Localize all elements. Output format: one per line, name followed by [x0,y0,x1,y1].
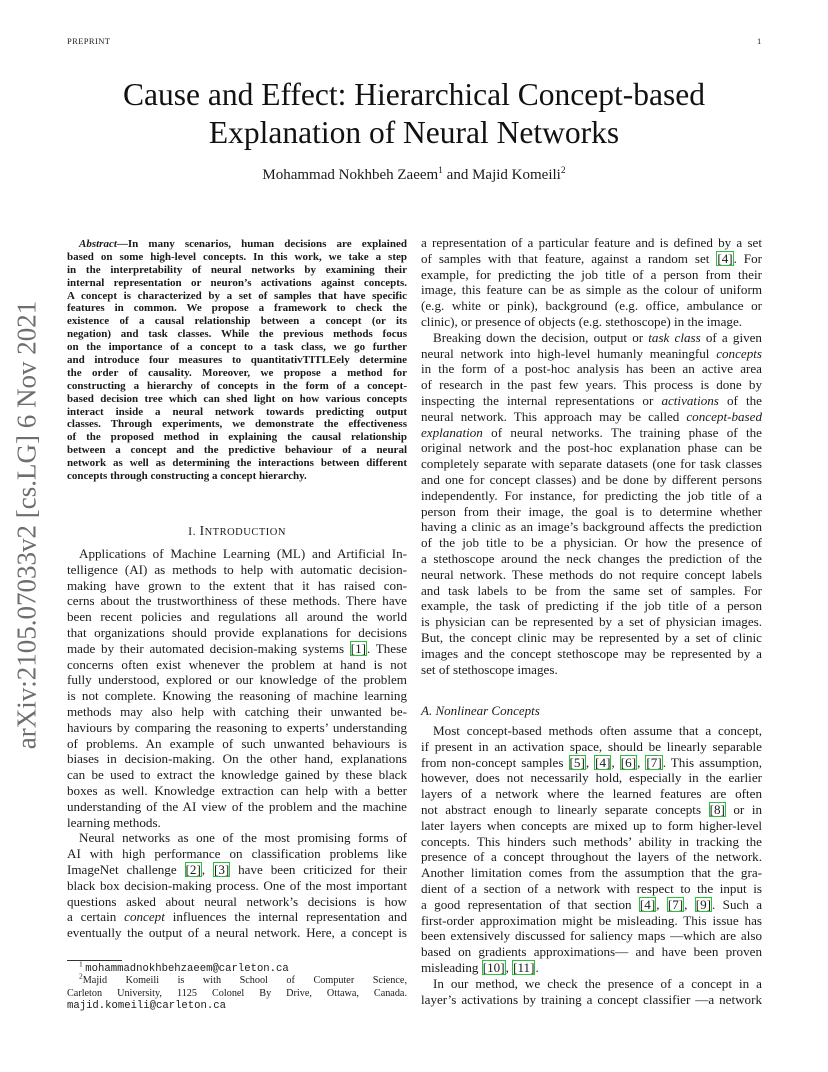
citation-link[interactable]: [4] [639,896,656,912]
text-line: from non-concept samples [5], [4], [6], [7]. This assumption, [421,754,763,770]
author-1-affil: 1 [438,166,443,176]
intro-body-right [421,235,762,677]
text-line: independently. For instance, for predicting the job title of a [421,487,762,503]
paper-title [60,76,768,152]
footnote-2: $^2$Majid Komeili is with School of Computer Science, [79,971,407,987]
text-line: cerns about the trustworthiness of these methods. There have [67,593,407,609]
text-line: completely separate with separate datasets (one for task classes [421,456,762,472]
text-line: dient of a section of a network with respect to the input is [421,880,762,896]
text-line: of samples with that feature, against a random set [4]. For [421,250,762,266]
citation-link[interactable]: [2] [185,861,201,877]
text-line: is not complete. Knowing the reasoning of machine learning [67,688,407,704]
text-line: methods may also help with catching their unwanted be- [67,703,407,719]
text-line: clinic), or presence of objects (e.g. stethoscope) in the image. [421,313,743,329]
citation-link[interactable]: [10] [482,959,505,975]
text-line: understanding of the AI view of the problem and the machine [67,798,407,814]
text-line: Another limitation comes from the assumption that the gra- [421,865,762,881]
abstract-line: and introduce four measures to quantitativTITLEely determine [67,354,407,367]
abstract-line: Abstract—In many scenarios, human decisions are explained [67,238,407,251]
abstract-line: internal representation or neuron’s activations against concepts. [67,276,407,289]
text-line: having a clinic as an image’s background affects the prediction [421,519,762,535]
abstract-line: in the interpretability of neural networks by examining their [67,263,407,276]
text-line: explanation of neural networks. The training phase of the [421,424,762,440]
section-heading-introduction: I. INTRODUCTION [188,523,286,538]
abstract-label: Abstract [79,238,117,250]
text-line: neural network into high-level humanly meaningful concepts [421,345,762,361]
text-line: made by their automated decision-making systems [1]. These [67,640,408,656]
author-conjunction: and [442,167,473,183]
email-link[interactable]: mohammadnokhbehzaeem@carleton.ca [85,963,289,975]
text-line: based on gradients approximations— and have been proven [421,944,762,960]
text-line: black box decision-making process. One of the most important [67,877,407,893]
text-line: layer’s activations by training a concept classifier —a network [421,991,762,1007]
text-line: eventually the output of a neural network. Here, a concept is [67,925,407,941]
citation-link[interactable]: [5] [569,754,585,770]
citation-link[interactable]: [1] [350,640,367,656]
text-line: example, for predicting the job title of a person from their [421,266,762,282]
abstract-line: based on some high-level concepts. In this work, we take a step [67,250,407,263]
text-line: person from their image, the goal is to determine whether [421,503,762,519]
text-line: images and the concept stethoscope may be represented by a [421,645,762,661]
arxiv-sidebar [2,290,52,760]
text-line: misleading [10], [11]. [421,959,539,975]
citation-link[interactable]: [7] [667,896,684,912]
text-line: later layers when concepts are mixed up to form higher-level [421,817,762,833]
abstract-line: existence of a causal relationship between a concept (or its [67,315,407,328]
abstract-line: interact inside a neural network towards predicting output [67,405,407,418]
abstract-line: between a concept and the predictive behaviour of a neural [67,444,407,457]
text-line: been extensively discussed for saliency maps —which are also [421,928,762,944]
citation-link[interactable]: [9] [695,896,712,912]
text-line: and one for concept classes) and be done by different persons [421,471,762,487]
text-line: example, the task of predicting if the job title of a person [421,598,762,614]
footnotes [67,959,407,1012]
text-line: neural network. These methods do not require concept labels [421,566,762,582]
text-line: questions asked about neural network’s decisions is how [67,893,407,909]
text-line: concepts. This hinders such methods’ ability in tracking the [421,833,762,849]
abstract-line: A concept is characterized by a set of samples that have specific [67,289,407,302]
text-line: fully understood, explored or our knowledge of the problem [67,672,407,688]
text-line: set of stethoscope images. [421,661,558,677]
text-line: a good representation of that section [4], [7], [9]. Such a [421,896,763,912]
text-line: Most concept-based methods often assume that a concept, [433,723,762,738]
text-line: layers of a network where the learned features are often [421,786,762,802]
text-line: haviours by comparing the reasoning to experts’ understanding [67,719,407,735]
abstract [67,238,407,483]
text-line: image, this feature can be as simple as the colour of uniform [421,282,762,298]
text-line: however, does not necessarily hold, especially in the earlier [421,770,762,786]
text-line: But, the concept clinic may be represented by a set of clinic [421,629,762,645]
text-line: if present in an activation space, should be linearly separable [421,738,762,754]
text-line: Breaking down the decision, output or task class of a given [433,329,762,345]
text-line: not abstract enough to linearly separate concepts [8] or in [421,801,763,817]
footnote-1: $^1$ mohammadnokhbehzaeem@carleton.ca [79,959,289,975]
text-line: of research in the past few years. This process is done by [421,377,762,393]
text-line: making have grown to the extent that it has raised con- [67,577,407,593]
abstract-line: negation) and task classes. While the previous methods focus [67,328,407,341]
text-line: ImageNet challenge [2], [3] have been criticized for their [67,861,407,877]
text-line: neural network. This approach may be called concept-based [421,408,762,424]
abstract-line: features in common. We propose a framework to check the [67,302,407,315]
arxiv-identifier: arXiv:2105.07033v2 [cs.LG] 6 Nov 2021 [11,300,42,750]
citation-link[interactable]: [7] [646,754,662,770]
title-line-2: Explanation of Neural Networks [208,115,620,150]
footnote-rule [67,960,122,961]
text-line: that organizations should provide explanations for decisions [67,624,407,640]
intro-body-left [67,546,407,941]
text-line: (e.g. white or pink), background (e.g. office, ambulance or [421,298,762,314]
text-line: biases in decision-making. On the other hand, explanations [67,751,407,767]
page-number: 1 [757,36,762,46]
author-2: Majid Komeili [472,167,561,183]
text-line: learning methods. [67,814,161,830]
citation-link[interactable]: [6] [620,754,637,770]
text-line: and task labels to be from the same set of samples. For [421,582,762,598]
abstract-line: based decision tree which can shed light on how various concepts [67,392,407,405]
footnote-2-cont: Carleton University, 1125 Colonel By Drive, Ottawa, Canada. [67,987,407,999]
text-line: Neural networks as one of the most promising forms of [79,830,407,846]
citation-link[interactable]: [8] [709,801,725,817]
title-line-1: Cause and Effect: Hierarchical Concept-based [123,77,705,112]
text-line: presence of a concept throughout the layers of the network. [421,849,762,865]
author-1: Mohammad Nokhbeh Zaeem [262,167,439,183]
author-list [60,167,768,184]
text-line: original network and the post-hoc explanation phase can be [421,440,762,456]
text-line: been recent policies and regulations all around the world [67,609,407,625]
abstract-line: network as well as determining the interactions between different [67,457,407,470]
text-line: of the job title to be a physician. Or how the presence of [421,535,762,551]
abstract-line: the order of causality. Moreover, we propose a method for [67,366,407,379]
running-header: PREPRINT [67,36,111,46]
text-line: boxes as well. Knowledge extraction can help with a better [67,782,407,798]
citation-link[interactable]: [4] [717,250,733,266]
subsection-body [421,723,762,1007]
text-line: AI with high performance on classification problems like [67,846,407,862]
text-line: first-order approximation might be misleading. This issue has [421,912,762,928]
text-line: In our method, we check the presence of a concept in a [433,975,762,991]
abstract-line: constructing a hierarchy of concepts in the form of a concept- [67,379,407,392]
text-line: inspecting the internal representations or activations of the [421,392,762,408]
citation-link[interactable]: [11] [513,959,535,975]
text-line: Applications of Machine Learning (ML) and Artificial In- [79,546,407,561]
abstract-line: classes. Through experiments, we demonstrate the effectiveness [67,418,407,431]
subsection-heading: A. Nonlinear Concepts [421,703,540,718]
author-2-affil: 2 [560,166,566,176]
text-line: a representation of a particular feature and is defined by a set [421,235,762,250]
text-line: can be used to extract the knowledge gained by these black [67,767,407,783]
citation-link[interactable]: [3] [213,861,230,877]
footnote-2-email [67,1000,407,1012]
text-line: a certain concept influences the internal representation and [67,909,407,925]
text-line: concerns often exist whenever the problem at hand is not [67,656,407,672]
text-line: telligence (AI) as methods to help with automatic decision- [67,561,407,577]
abstract-line: on the importance of a concept to a task class, we go further [67,341,407,354]
text-line: in the form of a post-hoc analysis has been an active area [421,361,762,377]
text-line: a stethoscope around the neck changes the prediction of the [421,550,762,566]
abstract-line: concepts through constructing a concept hierarchy. [67,470,307,483]
text-line: of problems. An example of such unwanted behaviours is [67,735,407,751]
citation-link[interactable]: [4] [595,754,611,770]
abstract-line: of the proposed method in explaining the causal relationship [67,431,407,444]
text-line: is physician can be represented by a set of physician images. [421,614,762,630]
email-link[interactable]: majid.komeili@carleton.ca [67,999,226,1012]
